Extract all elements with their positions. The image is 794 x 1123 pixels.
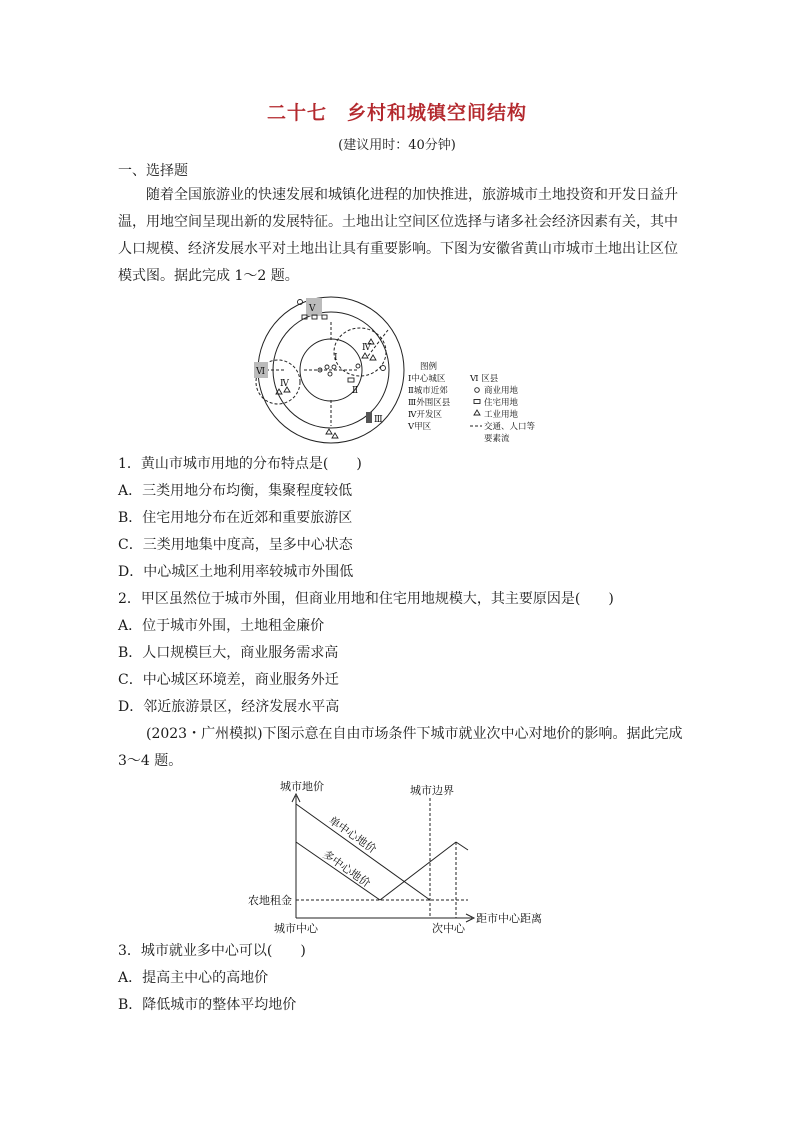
legend-item: Ⅴ甲区 bbox=[408, 422, 432, 432]
q2-option-c: C．中心城区环境差，商业服务外迁 bbox=[118, 672, 339, 688]
zone-label-iii: Ⅲ bbox=[374, 415, 383, 425]
commercial-symbol bbox=[356, 364, 360, 368]
legend-item: 工业用地 bbox=[484, 410, 519, 420]
x-axis-label: 距市中心距离 bbox=[476, 912, 542, 925]
q3-stem: 3．城市就业多中心可以( ) bbox=[118, 943, 306, 959]
intro2-line2: 3～4 题。 bbox=[118, 753, 183, 769]
farm-rent-label: 农地租金 bbox=[248, 894, 292, 907]
multi-center-label: 多中心地价 bbox=[320, 847, 373, 891]
page-title: 二十七 乡村和城镇空间结构 bbox=[266, 102, 527, 124]
figure-land-model bbox=[248, 296, 548, 448]
commercial-symbol bbox=[328, 372, 332, 376]
figure-land-price bbox=[246, 778, 566, 936]
legend-item: Ⅲ外围区县 bbox=[408, 398, 451, 408]
zone-label-v: Ⅴ bbox=[309, 304, 316, 314]
intro1-line1: 随着全国旅游业的快速发展和城镇化进程的加快推进，旅游城市土地投资和开发日益升 bbox=[146, 187, 678, 203]
q2-option-a: A．位于城市外围，土地租金廉价 bbox=[118, 618, 325, 634]
commercial-symbol bbox=[325, 365, 329, 369]
single-center-label: 单中心地价 bbox=[326, 813, 379, 857]
section-heading: 一、选择题 bbox=[118, 163, 188, 179]
q1-stem: 1．黄山市城市用地的分布特点是( ) bbox=[118, 456, 362, 472]
industrial-symbol bbox=[370, 355, 376, 360]
sub-center-decline bbox=[456, 842, 468, 850]
legend-item: 住宅用地 bbox=[484, 398, 519, 408]
q1-option-d: D．中心城区土地利用率较城市外围低 bbox=[118, 564, 354, 580]
q3-option-b: B．降低城市的整体平均地价 bbox=[118, 997, 297, 1013]
q3-option-a: A．提高主中心的高地价 bbox=[118, 970, 269, 986]
industrial-symbol bbox=[368, 339, 374, 344]
legend-item: Ⅰ中心城区 bbox=[408, 374, 446, 384]
city-center-label: 城市中心 bbox=[274, 922, 318, 935]
industrial-symbol bbox=[326, 429, 332, 434]
q2-stem: 2．甲区虽然位于城市外围，但商业用地和住宅用地规模大，其主要原因是( ) bbox=[118, 591, 614, 607]
zone-label-vi: Ⅵ bbox=[256, 367, 266, 377]
industrial-symbol bbox=[362, 353, 368, 358]
intro1-line4: 模式图。据此完成 1～2 题。 bbox=[118, 268, 299, 284]
legend-commercial-icon bbox=[475, 388, 480, 393]
legend-industrial-icon bbox=[474, 410, 480, 415]
q1-option-b: B．住宅用地分布在近郊和重要旅游区 bbox=[118, 510, 353, 526]
legend-residential-icon bbox=[474, 400, 480, 404]
residential-symbol bbox=[322, 315, 327, 319]
q2-option-d: D．邻近旅游景区，经济发展水平高 bbox=[118, 699, 340, 715]
legend-title: 图例 bbox=[420, 362, 438, 372]
city-boundary-label: 城市边界 bbox=[410, 784, 454, 797]
zone-label-iv-west: Ⅳ bbox=[280, 379, 289, 389]
page-subtitle: (建议用时：40分钟) bbox=[338, 138, 456, 153]
commercial-symbol bbox=[381, 366, 386, 371]
legend-item: 商业用地 bbox=[484, 386, 519, 396]
residential-symbol bbox=[348, 378, 354, 382]
zone-label-ii: Ⅱ bbox=[352, 386, 359, 396]
q2-option-b: B．人口规模巨大，商业服务需求高 bbox=[118, 645, 339, 661]
commercial-symbol bbox=[332, 365, 336, 369]
industrial-symbol bbox=[332, 433, 338, 438]
q1-option-a: A．三类用地分布均衡，集聚程度较低 bbox=[118, 483, 353, 499]
intro2-line1: (2023・广州模拟)下图示意在自由市场条件下城市就业次中心对地价的影响。据此完成 bbox=[146, 726, 683, 742]
legend-item: 交通、人口等 bbox=[484, 422, 536, 432]
intro1-line3: 人口规模、经济发展水平对土地出让具有重要影响。下图为安徽省黄山市城市土地出让区位 bbox=[118, 241, 678, 257]
q1-option-c: C．三类用地集中度高，呈多中心状态 bbox=[118, 537, 353, 553]
zone-iii-marker bbox=[366, 412, 372, 423]
sub-center-label: 次中心 bbox=[432, 922, 465, 935]
zone-label-i: Ⅰ bbox=[334, 353, 338, 363]
legend-item: Ⅱ城市近郊 bbox=[408, 386, 448, 396]
legend-item: 要素流 bbox=[484, 434, 510, 444]
flow-line-5 bbox=[368, 330, 388, 356]
y-axis-label: 城市地价 bbox=[280, 780, 324, 793]
zone-label-iv-east: Ⅳ bbox=[362, 343, 371, 353]
legend-item: Ⅳ开发区 bbox=[408, 410, 442, 420]
intro1-line2: 温，用地空间呈现出新的发展特征。土地出让空间区位选择与诸多社会经济因素有关，其中 bbox=[118, 214, 678, 230]
flow-ellipse-east bbox=[334, 328, 386, 376]
legend-item: Ⅵ 区县 bbox=[470, 374, 499, 384]
